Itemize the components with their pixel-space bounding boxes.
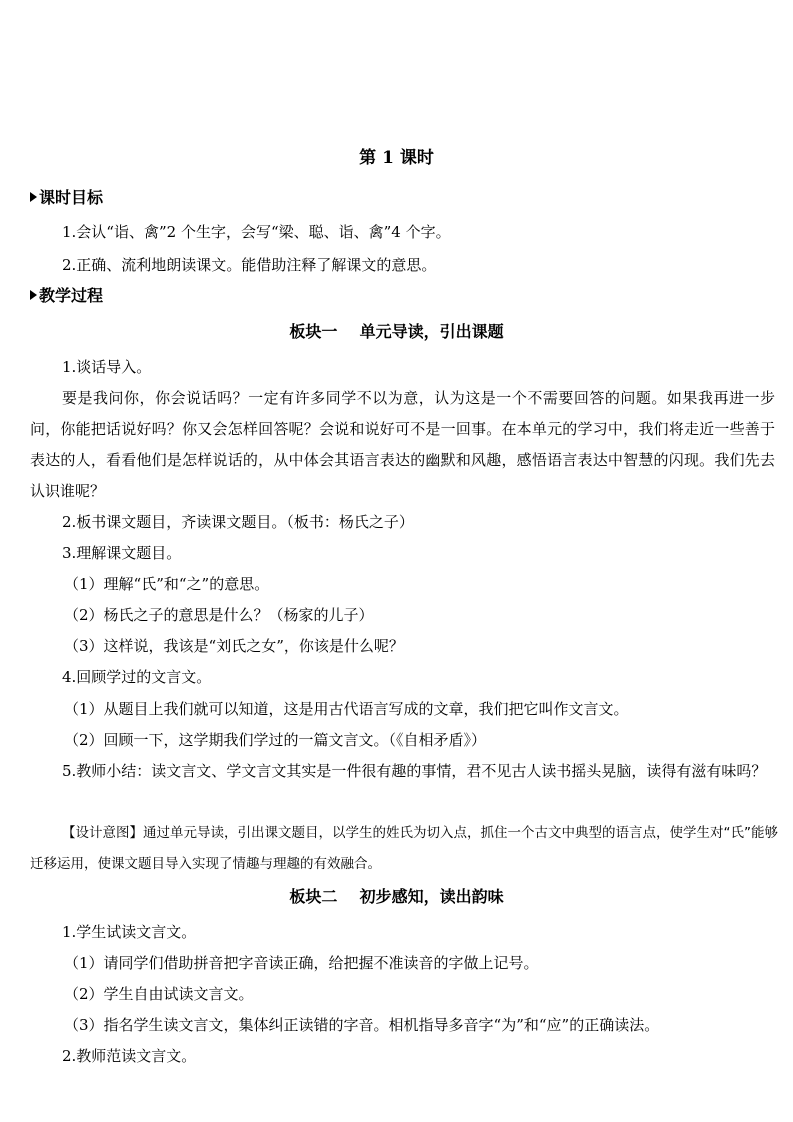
- process-heading-text: 教学过程: [39, 286, 104, 305]
- block1-item3-sub: （3）这样说，我该是“刘氏之女”，你该是什么呢？: [64, 637, 404, 655]
- block2-item1-sub: （3）指名学生读文言文，集体纠正读错的字音。相机指导多音字“为”和“应”的正确读法。: [64, 1016, 660, 1034]
- block2-item2: 2.教师范读文言文。: [62, 1047, 197, 1065]
- goal-item: 1.会认“诣、禽”2 个生字，会写“梁、聪、诣、禽”4 个字。: [62, 223, 451, 241]
- block1-item4: 4.回顾学过的文言文。: [62, 668, 212, 686]
- block1-item1: 1.谈话导入。: [62, 358, 152, 376]
- block1-item5: 5.教师小结：读文言文、学文言文其实是一件很有趣的事情，君不见古人读书摇头晃脑，读得有滋有味吗？: [62, 762, 767, 780]
- block1-heading: 板块一 单元导读，引出课题: [289, 322, 504, 341]
- block1-item3: 3.理解课文题目。: [62, 544, 182, 562]
- block2-heading: 板块二 初步感知，读出韵味: [289, 887, 504, 906]
- block1-item2: 2.板书课文题目，齐读课文题目。（板书：杨氏之子）: [62, 513, 414, 531]
- block2-item1-sub: （1）请同学们借助拼音把字音读正确，给把握不准读音的字做上记号。: [64, 954, 539, 972]
- block1-item3-sub: （2）杨氏之子的意思是什么？（杨家的儿子）: [64, 606, 374, 624]
- goals-heading: [30, 188, 103, 208]
- lesson-title: 第 1 课时: [359, 148, 434, 168]
- block1-item4-sub: （2）回顾一下，这学期我们学过的一篇文言文。（《自相矛盾》）: [64, 731, 487, 749]
- goal-item: 2.正确、流利地朗读课文。能借助注释了解课文的意思。: [62, 256, 437, 274]
- block2-item1-sub: （2）学生自由试读文言文。: [64, 985, 254, 1003]
- block1-item4-sub: （1）从题目上我们就可以知道，这是用古代语言写成的文章，我们把它叫作文言文。: [64, 700, 629, 718]
- triangle-bullet-icon: [30, 290, 37, 300]
- block2-item1: 1.学生试读文言文。: [62, 923, 197, 941]
- block1-paragraph1: 要是我问你，你会说话吗？一定有许多同学不以为意，认为这是一个不需要回答的问题。如果我再进一步问，你能把话说好吗？你又会怎样回答呢？会说和说好可不是一回事。在本单元的学习中，我们将走近一些善于表达的人，看看他们是怎样说话的，从中体会其语言表达的幽默和风趣，感悟语言表达中智慧的闪现。我们先去认识谁呢？: [30, 389, 775, 500]
- block1-item3-sub: （1）理解“氏”和“之”的意思。: [64, 575, 270, 593]
- goals-heading-text: 课时目标: [39, 188, 104, 207]
- triangle-bullet-icon: [30, 192, 37, 202]
- process-heading: [30, 286, 103, 306]
- design-intent-note: 【设计意图】通过单元导读，引出课文题目，以学生的姓氏为切入点，抓住一个古文中典型的语言点，使学生对“氏”能够迁移运用，使课文题目导入实现了情趣与理趣的有效融合。: [30, 825, 778, 872]
